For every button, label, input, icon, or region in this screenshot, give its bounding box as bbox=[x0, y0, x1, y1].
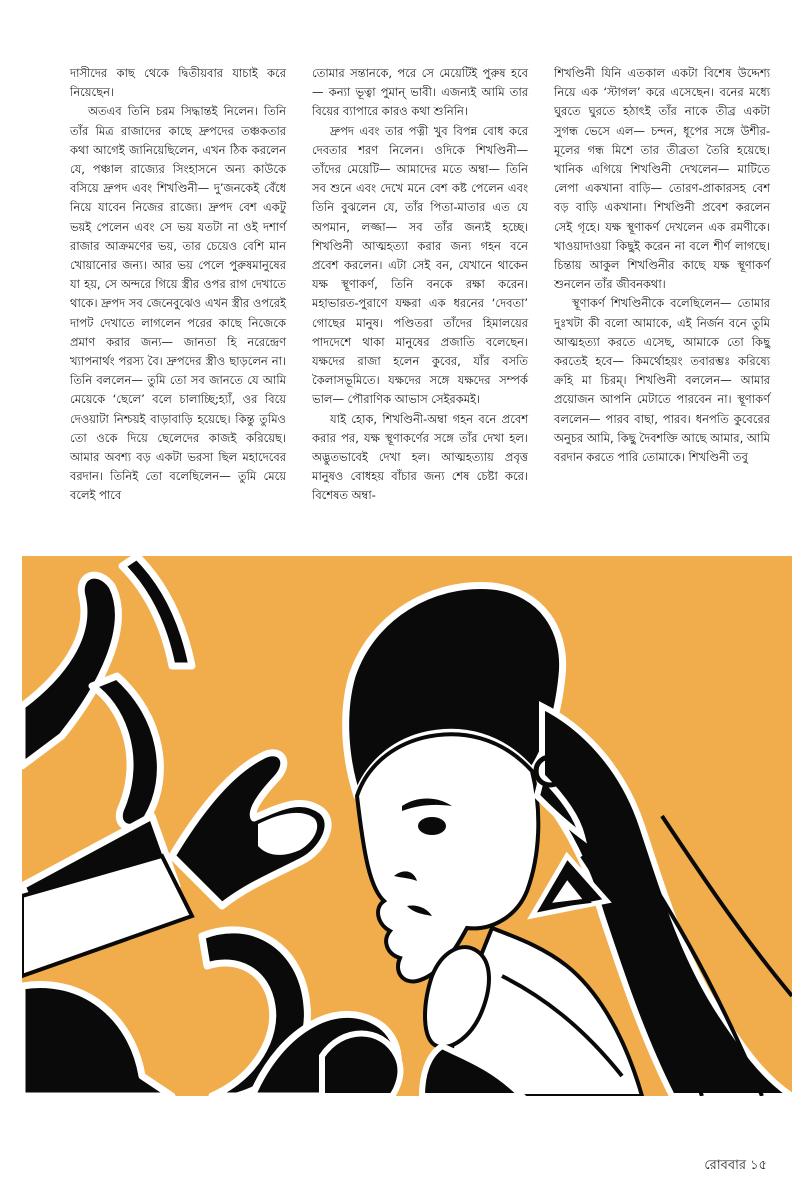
text-column-1 bbox=[70, 64, 286, 554]
paragraph: যাই হোক, শিখণ্ডিনী-অম্বা গহন বনে প্রবেশ করার পর, যক্ষ স্থূণাকর্ণের সঙ্গে তাঁর দেখা হল। অদ্ভুতভাবেই দেখা হল। আত্মহত্যায় প্রবৃত্ত মানুষও বোধহয় বাঁচার জন্য শেষ চেষ্টা করে। বিশেষত অম্বা- bbox=[312, 411, 528, 503]
paragraph: স্থূণাকর্ণ শিখণ্ডিনীকে বলেছিলেন— তোমার দুঃখটা কী বলো আমাকে, এই নির্জন বনে তুমি আত্মহত্যা করতে এসেছ, আমাকে তো কিছু করতেই হবে— কিমর্থোহয়ং তবারম্ভঃ করিষ্যে ক্রহি মা চিরম্। শিখণ্ডিনী বললেন— আমার প্রয়োজন আপনি মেটাতে পারবেন না। স্থূণাকর্ণ বললেন— পারব বাছা, পারব। ধনপতি কুবেরের অনুচর আমি, কিছু দৈবশক্তি আছে আমার, আমি বরদান করতে পারি তোমাকে। শিখণ্ডিনী তবু bbox=[554, 296, 770, 465]
article-columns bbox=[70, 64, 770, 554]
illustration-woman-and-hand bbox=[22, 556, 792, 1096]
page-folio: রোববার ১৫ bbox=[704, 1158, 767, 1173]
illustration-artwork bbox=[22, 556, 792, 1096]
text-column-3 bbox=[554, 64, 770, 554]
paragraph: শিখণ্ডিনী যিনি এতকাল একটা বিশেষ উদ্দেশ্য নিয়ে এক ‘স্টাগল’ করে এসেছেন। বনের মধ্যে ঘুরতে ঘুরতে হঠাৎই তাঁর নাকে তীব্র একটা সুগন্ধ ভেসে এল— চন্দন, ধূপের সঙ্গে উশীর-মূলের গন্ধ মিশে তার তীব্রতা তৈরি হয়েছে। খানিক এগিয়ে শিখণ্ডিনী দেখলেন— মাটিতে লেপা একখানা বাড়ি— তোরণ-প্রাকারসহ বেশ বড় বাড়ি একখানা। শিখণ্ডিনী প্রবেশ করলেন সেই গৃহে। যক্ষ স্থূণাকর্ণ দেখলেন এক রমণীকে। খাওয়াদাওয়া কিছুই করেন না বলে শীর্ণ লাগছে। চিন্তায় আকুল শিখণ্ডিনীর কাছে যক্ষ স্থূণাকর্ণ শুনলেন তাঁর জীবনকথা। bbox=[554, 66, 770, 292]
paragraph: দ্রুপদ এবং তার পত্নী খুব বিপন্ন বোধ করে দেবতার শরণ নিলেন। ওদিকে শিখণ্ডিনী— তাঁদের মেয়েটি— আমাদের মতে অম্বা— তিনি সব শুনে এবং দেখে মনে বেশ কষ্ট পেলেন এবং তিনি বুঝলেন যে, তাঁর পিতা-মাতার এত যে অপমান, লজ্জা— সব তাঁর জন্যই হচ্ছে। শিখণ্ডিনী আত্মহত্যা করার জন্য গহন বনে প্রবেশ করলেন। এটা সেই বন, যেখানে থাকেন যক্ষ স্থূণাকর্ণ, তিনি বনকে রক্ষা করেন। মহাভারত-পুরাণে যক্ষরা এক ধরনের ‘দেবতা’ গোছের মানুষ। পণ্ডিতরা তাঁদের হিমালয়ের পাদদেশে থাকা মানুষের প্রজাতি বলেছেন। যক্ষদের রাজা হলেন কুবের, যাঁর বসতি কৈলাসভূমিতে। যক্ষদের সঙ্গে যক্ষদের সম্পর্ক ভাল— পৌরাণিক আভাস সেইরকমই। bbox=[312, 123, 528, 407]
text-column-2 bbox=[312, 64, 528, 554]
paragraph: অতএব তিনি চরম সিদ্ধান্তই নিলেন। তিনি তাঁর মিত্র রাজাদের কাছে দ্রুপদের তঞ্চকতার কথা আগেই জানিয়েছিলেন, এখন ঠিক করলেন যে, পঞ্চাল রাজ্যের সিংহাসনে অন্য কাউকে বসিয়ে দ্রুপদ এবং শিখণ্ডিনী— দু’জনকেই বেঁধে নিয়ে যাবেন নিজের রাজ্যে। দ্রুপদ বেশ একটু ভয়ই পেলেন এবং সে ভয় যতটা না ওই দশার্ণ রাজার আক্রমণের ভয়, তার চেয়েও বেশি মান খোয়ানোর জন্য। আর ভয় পেলে পুরুষমানুষের যা হয়, সে অন্দরে গিয়ে স্ত্রীর ওপর রাগ দেখাতে থাকে। দ্রুপদ সব জেনেবুঝেও এখন স্ত্রীর ওপরেই দাপট দেখাতে লাগলেন পরের কাছে নিজেকে প্রমাণ করার জন্য— জানতা হি নরেন্দ্রেণ খ্যাপনার্থং পরস্য বৈ। দ্রুপদের স্ত্রীও ছাড়লেন না। তিনি বললেন— তুমি তো সব জানতে যে আমি মেয়েকে ‘ছেলে’ বলে চালাচ্ছি;হ্যাঁ, ওর বিয়ে দেওয়াটা নিশ্চয়ই বাড়াবাড়ি হয়েছে। কিন্তু তুমিও তো ওকে দিয়ে ছেলেদের কাজই করিয়েছ। আমার অবশ্য বড় একটা ভরসা ছিল মহাদেবের বরদান। তিনিই তো বলেছিলেন— তুমি মেয়ে বলেই পাবে bbox=[70, 104, 286, 503]
paragraph: তোমার সন্তানকে, পরে সে মেয়েটিই পুরুষ হবে— কন্যা ভূত্বা পুমান্ ভাবী। এজন্যই আমি তার বিয়ের ব্যাপারে কারও কথা শুনিনি। bbox=[312, 66, 528, 119]
paragraph: দাসীদের কাছ থেকে দ্বিতীয়বার যাচাই করে নিয়েছেন। bbox=[70, 66, 286, 100]
